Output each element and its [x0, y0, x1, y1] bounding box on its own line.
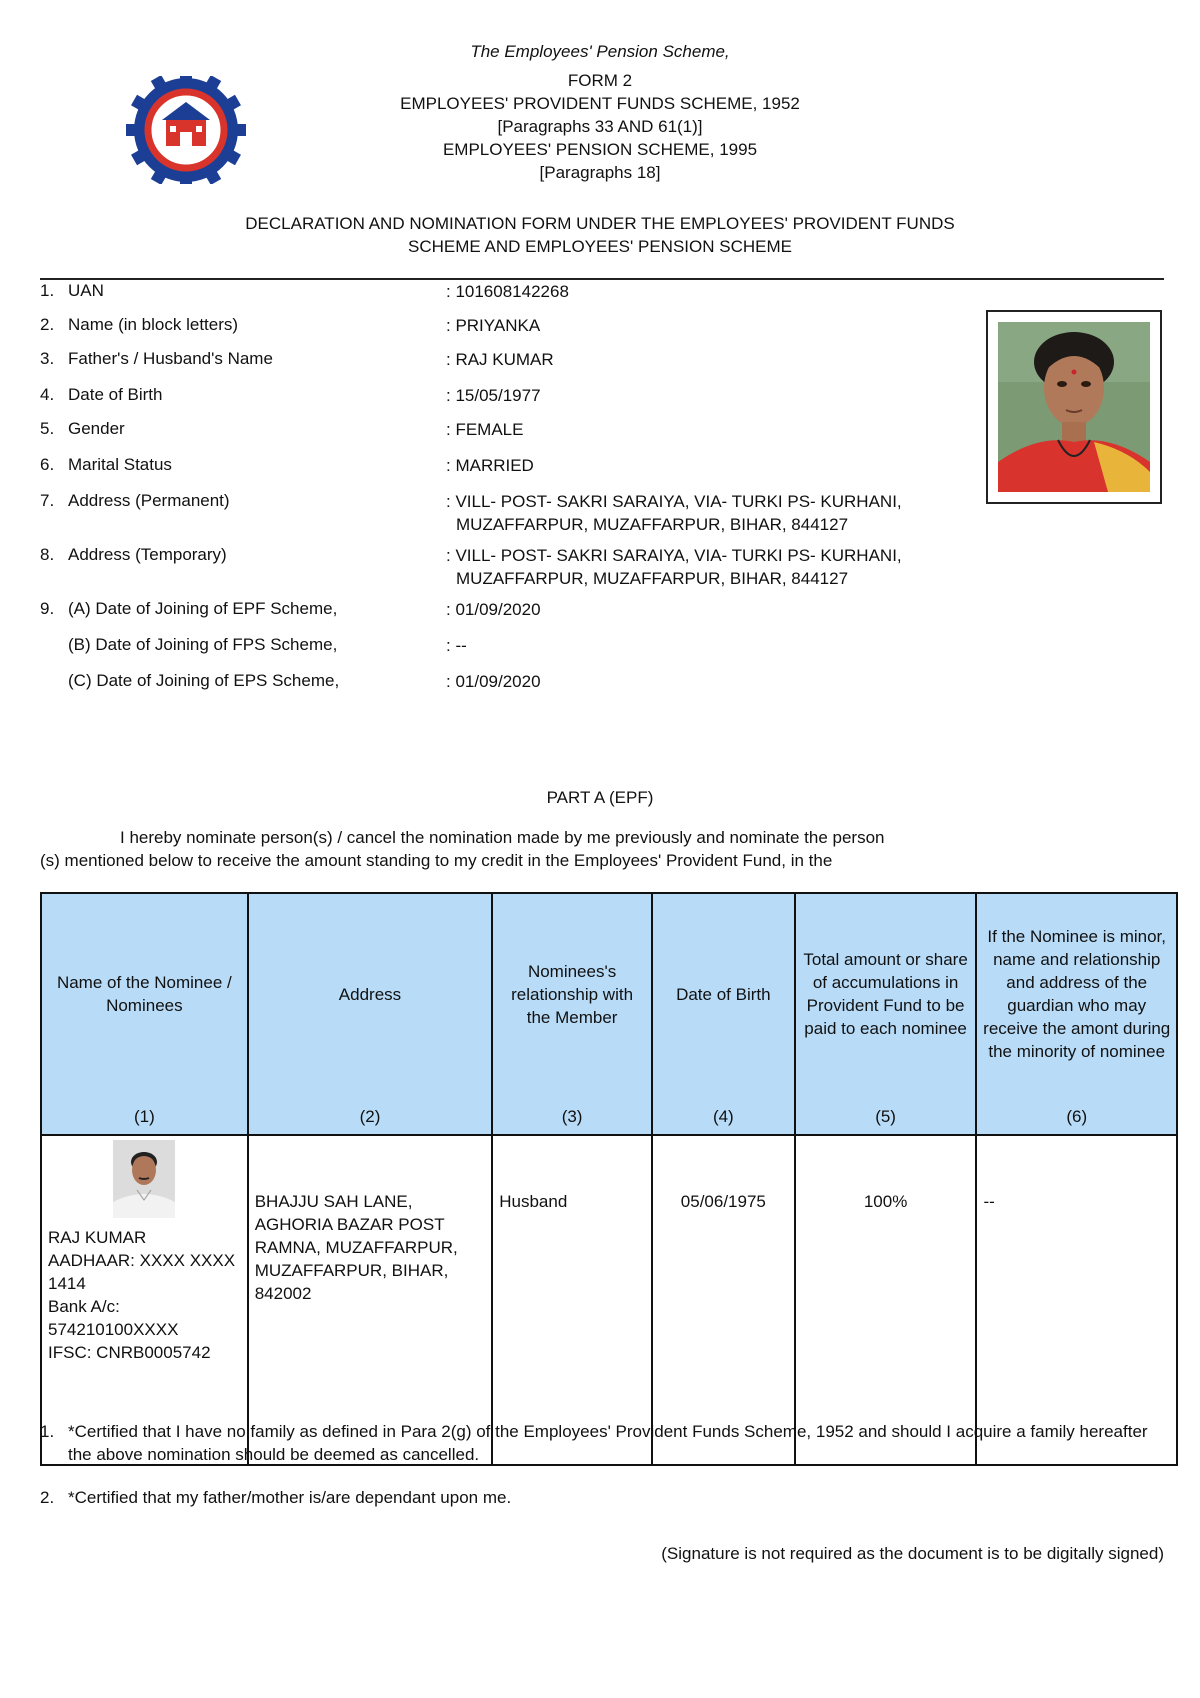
field-value: : 01/09/2020 [446, 600, 541, 619]
nominee-guardian: -- [983, 1192, 995, 1211]
nominee-share: 100% [863, 1192, 908, 1211]
field-value: : FEMALE [446, 420, 524, 439]
field-value [446, 544, 1006, 590]
epf-paragraphs: [Paragraphs 33 AND 61(1)] [497, 117, 703, 136]
field-label: Father's / Husband's Name [68, 349, 273, 368]
address-line-2: MUZAFFARPUR, MUZAFFARPUR, BIHAR, 844127 [456, 569, 849, 588]
form-header [0, 40, 1200, 184]
field-number: 3. [40, 349, 55, 368]
nominee-bank: Bank A/c: 574210100XXXX [48, 1297, 179, 1339]
field-label: (A) Date of Joining of EPF Scheme, [68, 599, 338, 618]
field-value: : RAJ KUMAR [446, 350, 554, 369]
nominee-dob: 05/06/1975 [680, 1192, 766, 1211]
cert-number: 2. [40, 1488, 55, 1507]
declaration-title [0, 212, 1200, 258]
field-label: Marital Status [68, 455, 172, 474]
header-nominee-name: Name of the Nominee / Nominees (1) [41, 893, 248, 1135]
part-a-line-1: I hereby nominate person(s) / cancel the nomination made by me previously and nominate the person [120, 828, 885, 847]
address-line-2: MUZAFFARPUR, MUZAFFARPUR, BIHAR, 844127 [456, 515, 849, 534]
field-value: : 101608142268 [446, 282, 569, 301]
declaration-line-1: DECLARATION AND NOMINATION FORM UNDER THE EMPLOYEES' PROVIDENT FUNDS [245, 214, 955, 233]
field-number: 1. [40, 281, 55, 300]
header-date-of-birth: Date of Birth (4) [652, 893, 795, 1135]
form-number: FORM 2 [567, 71, 633, 90]
table-header-row [41, 893, 1177, 1135]
field-number: 6. [40, 455, 55, 474]
cert-text: *Certified that my father/mother is/are dependant upon me. [68, 1488, 512, 1507]
field-value: : -- [446, 636, 467, 655]
part-a-title: PART A (EPF) [546, 788, 654, 807]
field-label: Date of Birth [68, 385, 163, 404]
epf-scheme-title: EMPLOYEES' PROVIDENT FUNDS SCHEME, 1952 [400, 94, 800, 113]
field-label: UAN [68, 281, 104, 300]
field-number: 7. [40, 491, 55, 510]
nominee-relationship: Husband [499, 1192, 568, 1211]
cert-text: *Certified that I have no family as defined in Para 2(g) of the Employees' Provident Funds Scheme, 1952 and should I acquire a family hereafter the above nomination should be deemed as cancelled. [68, 1422, 1148, 1464]
cell-share [795, 1135, 977, 1465]
header-guardian: If the Nominee is minor, name and relationship and address of the guardian who may receive the amont during the minority of nominee (6) [976, 893, 1177, 1135]
field-value: : 15/05/1977 [446, 386, 541, 405]
certification-2 [40, 1486, 1164, 1509]
nominee-photo [113, 1140, 175, 1218]
field-value: : PRIYANKA [446, 316, 541, 335]
field-label: Address (Temporary) [68, 545, 227, 564]
field-value: : 01/09/2020 [446, 672, 541, 691]
nominee-name: RAJ KUMAR [48, 1228, 147, 1247]
cell-nominee [41, 1135, 248, 1465]
declaration-line-2: SCHEME AND EMPLOYEES' PENSION SCHEME [408, 237, 792, 256]
field-number: 4. [40, 385, 55, 404]
cell-relationship [492, 1135, 652, 1465]
header-share: Total amount or share of accumulations in Provident Fund to be paid to each nominee (5) [795, 893, 977, 1135]
field-number: 8. [40, 545, 55, 564]
field-label: Gender [68, 419, 125, 438]
field-label: Name (in block letters) [68, 315, 239, 334]
part-a-line-2: (s) mentioned below to receive the amount standing to my credit in the Employees' Provident Fund, in the [40, 851, 833, 870]
cert-number: 1. [40, 1422, 55, 1441]
member-photo [998, 322, 1150, 492]
eps-scheme-title: EMPLOYEES' PENSION SCHEME, 1995 [442, 140, 758, 159]
nominee-table [40, 892, 1178, 1466]
field-label: (B) Date of Joining of FPS Scheme, [68, 635, 338, 654]
nominee-address: BHAJJU SAH LANE, AGHORIA BAZAR POST RAMNA, MUZAFFARPUR, MUZAFFARPUR, BIHAR, 842002 [254, 1192, 458, 1303]
nominee-aadhaar: AADHAAR: XXXX XXXX 1414 [48, 1251, 236, 1293]
part-a-paragraph [40, 826, 1164, 872]
header-address: Address (2) [248, 893, 493, 1135]
header-relationship: Nominees's relationship with the Member (3) [492, 893, 652, 1135]
cell-guardian [976, 1135, 1177, 1465]
scheme-title-italic: The Employees' Pension Scheme, [470, 42, 730, 61]
cell-dob [652, 1135, 795, 1465]
eps-paragraphs: [Paragraphs 18] [539, 163, 661, 182]
address-line-1: : VILL- POST- SAKRI SARAIYA, VIA- TURKI PS- KURHANI, [446, 492, 902, 511]
field-number: 9. [40, 599, 55, 618]
cell-address [248, 1135, 493, 1465]
field-value: : MARRIED [446, 456, 534, 475]
signature-note: (Signature is not required as the document is to be digitally signed) [661, 1544, 1164, 1563]
field-label: Address (Permanent) [68, 491, 230, 510]
address-line-1: : VILL- POST- SAKRI SARAIYA, VIA- TURKI PS- KURHANI, [446, 546, 902, 565]
table-row [41, 1135, 1177, 1465]
field-number: 2. [40, 315, 55, 334]
field-label: (C) Date of Joining of EPS Scheme, [68, 671, 340, 690]
field-value [446, 490, 1006, 536]
nominee-ifsc: IFSC: CNRB0005742 [48, 1343, 211, 1362]
field-number: 5. [40, 419, 55, 438]
member-photo-frame [986, 310, 1162, 504]
certification-1 [40, 1420, 1164, 1466]
